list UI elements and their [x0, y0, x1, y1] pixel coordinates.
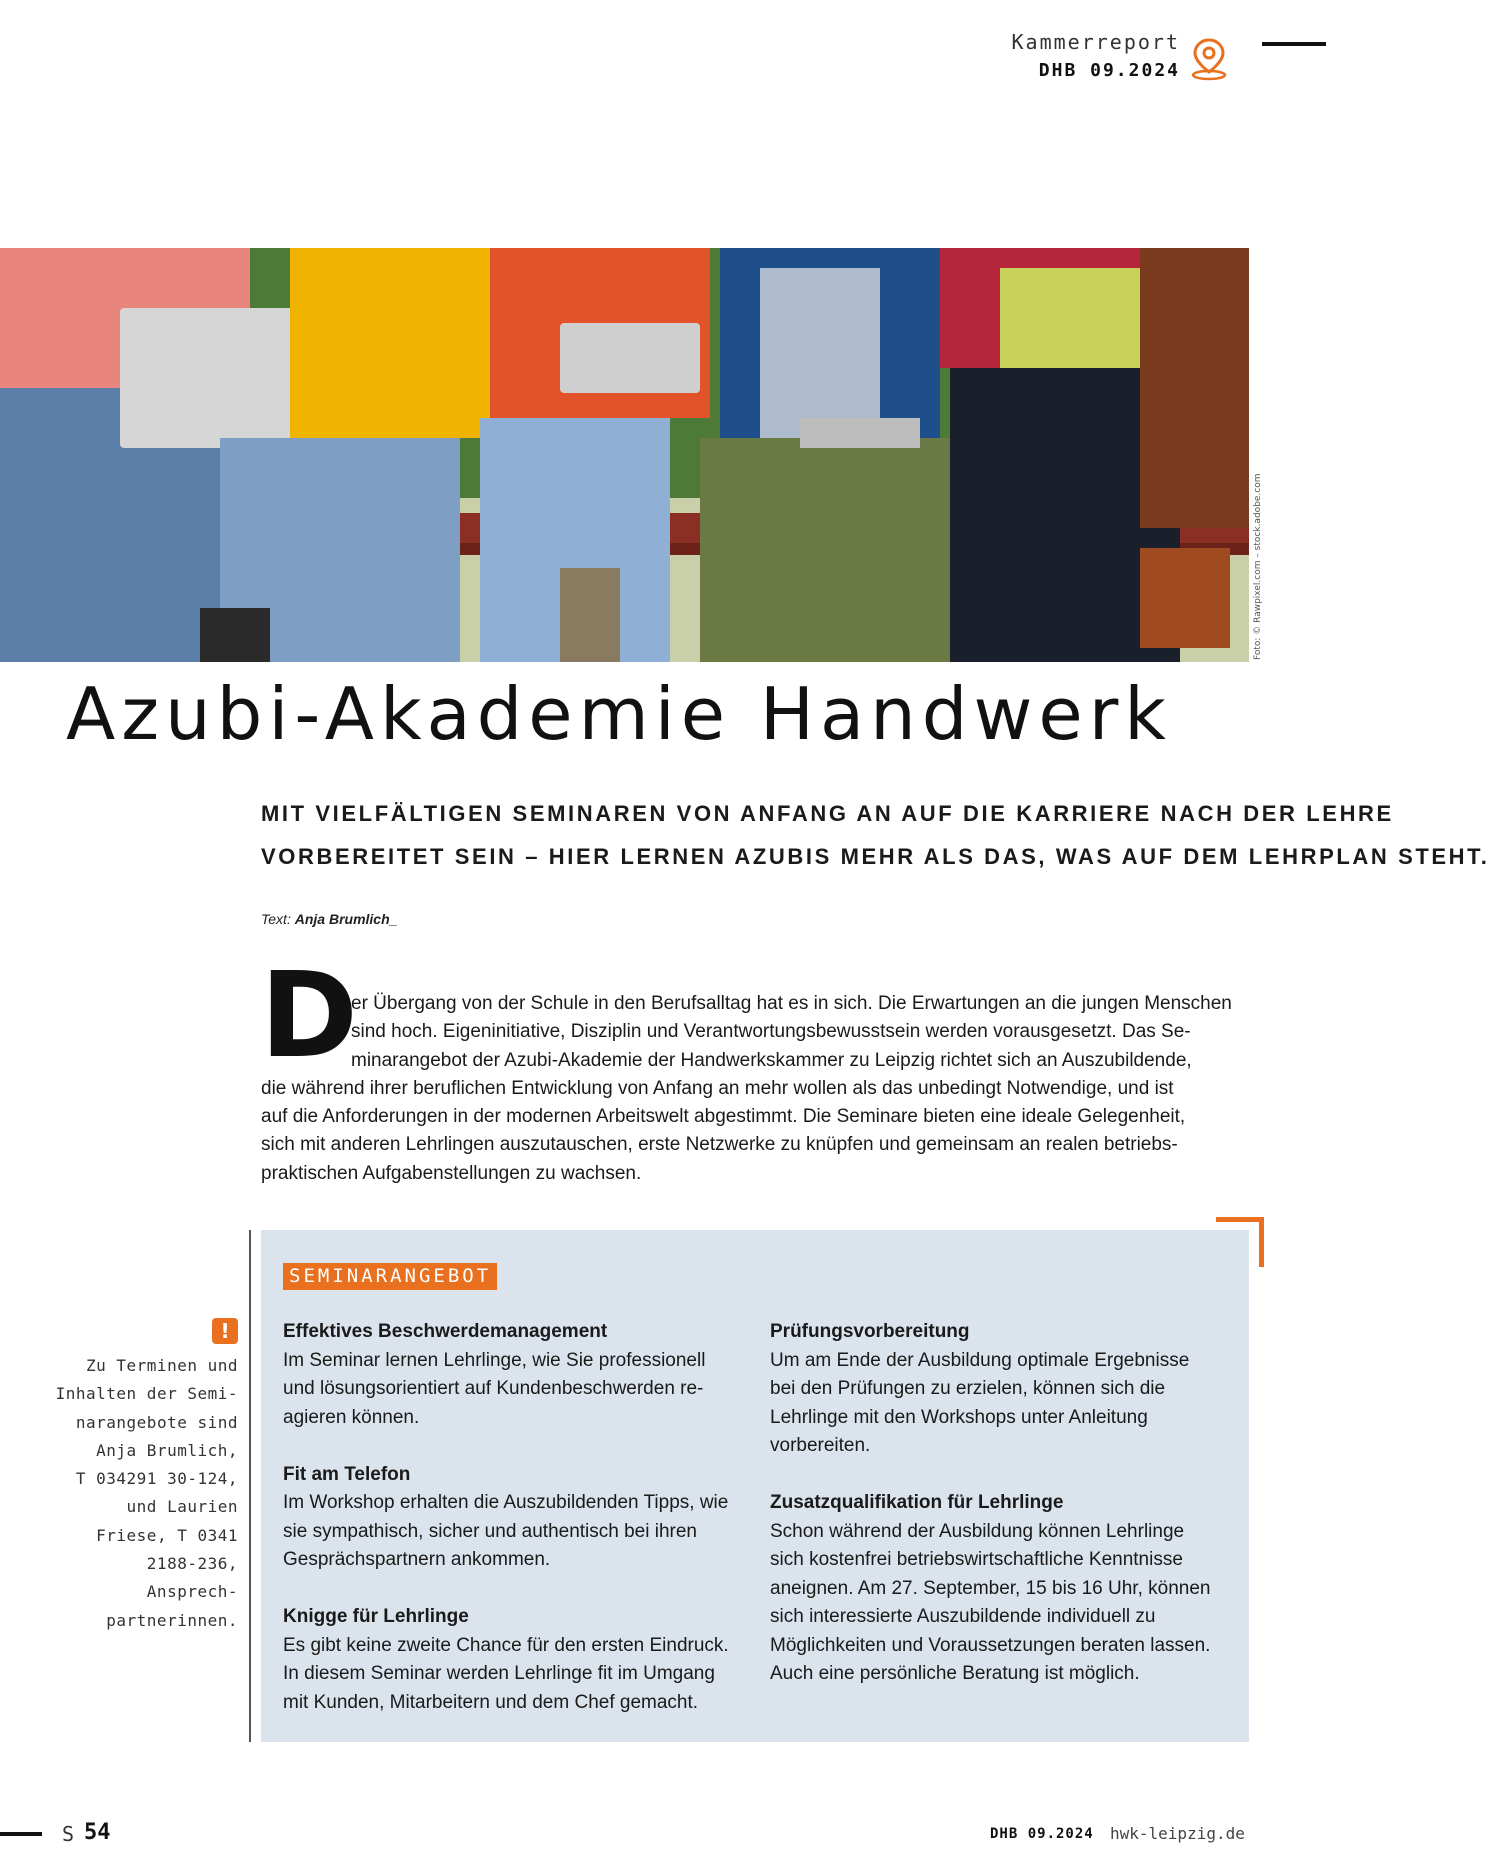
footer-url[interactable]: hwk-leipzig.de: [1110, 1824, 1245, 1843]
footer-issue: DHB 09.2024: [990, 1826, 1094, 1842]
seminar-heading: Fit am Telefon: [283, 1463, 411, 1485]
note-line: und Laurien: [126, 1497, 238, 1517]
seminar-heading: Zusatzqualifikation für Lehrlinge: [770, 1492, 1064, 1513]
section-label: Kammerreport: [1011, 30, 1180, 54]
intro-line: er Übergang von der Schule in den Berufsalltag hat es in sich. Die Erwartungen an die jungen Menschen: [351, 993, 1232, 1014]
seminar-column-left: [283, 1318, 743, 1746]
seminar-item: [283, 1461, 743, 1575]
seminar-text: sich interessierte Auszubildende individuell zu: [770, 1606, 1156, 1627]
seminar-text: Um am Ende der Ausbildung optimale Ergebnisse: [770, 1349, 1190, 1371]
seminar-text: sich kostenfrei betriebswirtschaftliche Kenntnisse: [770, 1549, 1183, 1570]
page-number: 54: [84, 1820, 111, 1845]
seminar-heading: Knigge für Lehrlinge: [283, 1606, 469, 1627]
note-line: narangebote sind: [75, 1412, 238, 1432]
lead-line: VORBEREITET SEIN – HIER LERNEN AZUBIS MEHR ALS DAS, WAS AUF DEM LEHRPLAN STEHT.: [261, 844, 1489, 869]
seminar-item: [770, 1489, 1230, 1689]
byline-author: Anja Brumlich_: [294, 911, 398, 927]
exclamation-icon: !: [212, 1318, 238, 1344]
note-line: Anja Brumlich,: [96, 1440, 238, 1460]
intro-line: auf die Anforderungen in der modernen Arbeitswelt abgestimmt. Die Seminare bieten eine ideale Gelegenheit,: [261, 1106, 1186, 1128]
box-corner-accent: [1259, 1217, 1264, 1267]
note-line: partnerinnen.: [106, 1610, 238, 1630]
page-prefix: S: [62, 1822, 75, 1846]
byline: [261, 911, 397, 927]
intro-line: sind hoch. Eigeninitiative, Disziplin und Verantwortungsbewusstsein werden vorausgesetzt. Das Se-: [351, 1021, 1191, 1043]
seminar-text: aneignen. Am 27. September, 15 bis 16 Uhr, können: [770, 1577, 1211, 1599]
seminar-text: vorbereiten.: [770, 1435, 871, 1456]
seminar-text: Schon während der Ausbildung können Lehrlinge: [770, 1520, 1185, 1542]
seminar-item: [283, 1603, 743, 1717]
seminar-text: Möglichkeiten und Voraussetzungen beraten lassen.: [770, 1634, 1211, 1656]
byline-prefix: Text:: [261, 911, 291, 927]
intro-line: die während ihrer beruflichen Entwicklung von Anfang an mehr wollen als das unbedingt Notwendige, und ist: [261, 1077, 1174, 1099]
box-corner-accent: [1216, 1217, 1264, 1222]
issue-label: DHB 09.2024: [1038, 60, 1180, 81]
intro-line: praktischen Aufgabenstellungen zu wachsen.: [261, 1162, 642, 1184]
note-line: Ansprech-: [146, 1582, 238, 1602]
seminar-text: agieren können.: [283, 1406, 420, 1428]
lead-paragraph: [261, 792, 1489, 878]
seminar-tag: SEMINARANGEBOT: [283, 1263, 497, 1290]
note-line: Zu Terminen und: [86, 1356, 238, 1375]
seminar-column-right: [770, 1318, 1230, 1717]
intro-line: sich mit anderen Lehrlingen auszutauschen, erste Netzwerke zu knüpfen und gemeinsam an realen betriebs-: [261, 1134, 1178, 1156]
seminar-heading: Effektives Beschwerdemanagement: [283, 1321, 608, 1342]
note-line: Friese, T 0341: [96, 1525, 238, 1545]
seminar-item: [770, 1318, 1230, 1461]
seminar-text: Auch eine persönliche Beratung ist möglich.: [770, 1663, 1140, 1684]
hero-photo: [0, 248, 1249, 662]
location-pin-icon: [1186, 36, 1232, 82]
seminar-text: Es gibt keine zweite Chance für den ersten Eindruck.: [283, 1634, 729, 1656]
seminar-text: In diesem Seminar werden Lehrlinge fit im Umgang: [283, 1663, 715, 1684]
note-line: 2188-236,: [146, 1554, 238, 1574]
intro-paragraph: [261, 990, 1232, 1188]
contact-note: [50, 1352, 238, 1635]
note-line: Inhalten der Semi-: [55, 1384, 238, 1404]
seminar-text: Gesprächspartnern ankommen.: [283, 1549, 551, 1570]
seminar-item: [283, 1318, 743, 1432]
seminar-text: und lösungsorientiert auf Kundenbeschwerden re-: [283, 1378, 704, 1399]
footer-rule: [0, 1832, 42, 1836]
page-title: Azubi-Akademie Handwerk: [66, 672, 1172, 756]
seminar-text: Im Workshop erhalten die Auszubildenden Tipps, wie: [283, 1492, 729, 1513]
seminar-text: Im Seminar lernen Lehrlinge, wie Sie professionell: [283, 1349, 706, 1371]
seminar-heading: Prüfungsvorbereitung: [770, 1321, 970, 1342]
seminar-text: mit Kunden, Mitarbeitern und dem Chef gemacht.: [283, 1691, 699, 1713]
lead-line: MIT VIELFÄLTIGEN SEMINAREN VON ANFANG AN AUF DIE KARRIERE NACH DER LEHRE: [261, 801, 1394, 826]
seminar-text: Lehrlinge mit den Workshops unter Anleitung: [770, 1406, 1148, 1428]
photo-credit: Foto: © Rawpixel.com – stock.adobe.com: [1253, 473, 1263, 660]
drop-cap-letter: D: [260, 946, 358, 1084]
seminar-text: bei den Prüfungen zu erzielen, können sich die: [770, 1378, 1166, 1399]
header-rule: [1262, 42, 1326, 46]
intro-line: minarangebot der Azubi-Akademie der Handwerkskammer zu Leipzig richtet sich an Auszubildende,: [351, 1049, 1192, 1071]
sidebar-divider: [249, 1230, 251, 1742]
note-line: T 034291 30-124,: [75, 1469, 238, 1489]
seminar-text: sie sympathisch, sicher und authentisch bei ihren: [283, 1520, 698, 1542]
